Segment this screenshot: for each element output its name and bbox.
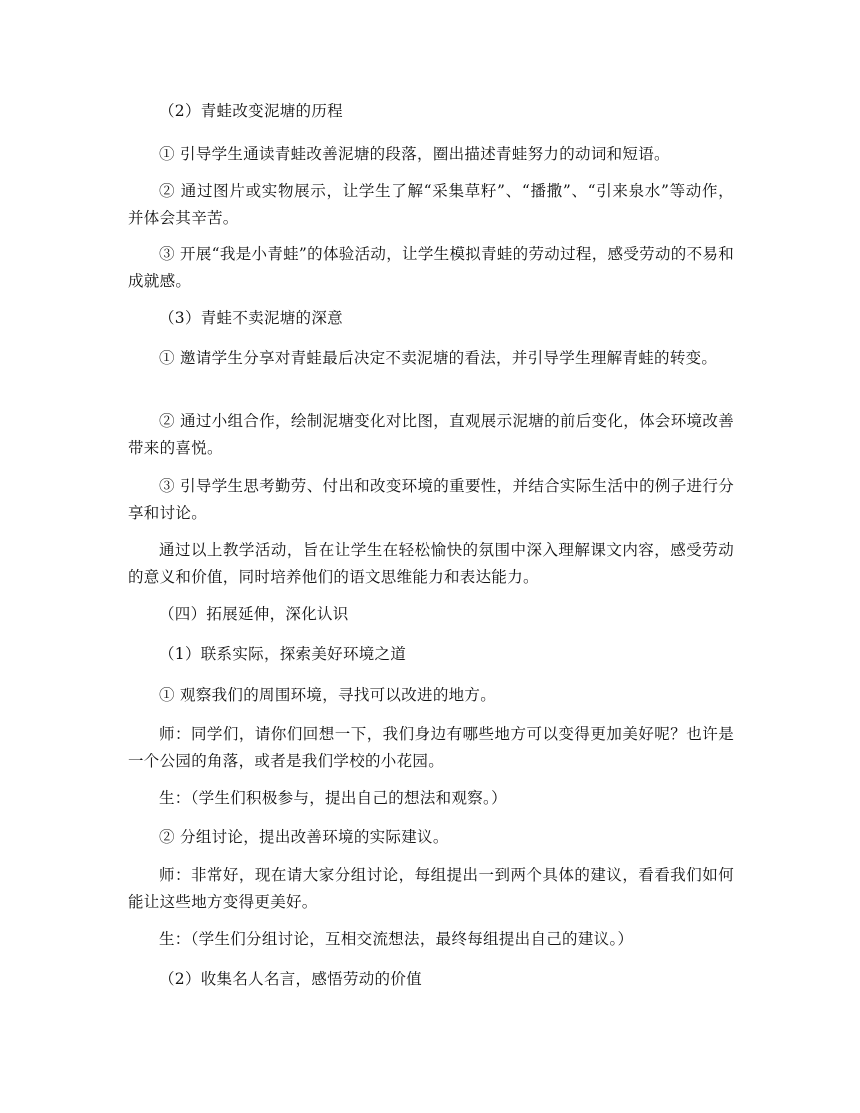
list-item: ③ 开展“我是小青蛙”的体验活动，让学生模拟青蛙的劳动过程，感受劳动的不易和成就感。 <box>128 245 734 290</box>
heading-frog-changing-pond: （2）青蛙改变泥塘的历程 <box>159 102 343 120</box>
subsection-heading: （2）收集名人名言，感悟劳动的价值 <box>159 970 422 988</box>
list-item: ① 观察我们的周围环境，寻找可以改进的地方。 <box>159 686 497 704</box>
list-item: ② 分组讨论，提出改善环境的实际建议。 <box>159 828 449 846</box>
summary-paragraph: 通过以上教学活动，旨在让学生在轻松愉快的氛围中深入理解课文内容，感受劳动的意义和价值，同时培养他们的语文思维能力和表达能力。 <box>128 541 734 586</box>
heading-deeper-meaning: （3）青蛙不卖泥塘的深意 <box>159 309 343 327</box>
teacher-dialogue: 师：非常好，现在请大家分组讨论，每组提出一到两个具体的建议，看看我们如何能让这些地方变得更美好。 <box>128 866 734 911</box>
list-item: ① 邀请学生分享对青蛙最后决定不卖泥塘的看法，并引导学生理解青蛙的转变。 <box>159 349 718 367</box>
list-item: ③ 引导学生思考勤劳、付出和改变环境的重要性，并结合实际生活中的例子进行分享和讨论。 <box>128 477 734 522</box>
student-dialogue: 生：（学生们分组讨论，互相交流想法，最终每组提出自己的建议。） <box>159 930 634 948</box>
teacher-dialogue: 师：同学们，请你们回想一下，我们身边有哪些地方可以变得更加美好呢？也许是一个公园的角落，或者是我们学校的小花园。 <box>128 725 734 770</box>
student-dialogue: 生：（学生们积极参与，提出自己的想法和观察。） <box>159 789 507 807</box>
list-item: ② 通过图片或实物展示，让学生了解“采集草籽”、“播撒”、“引来泉水”等动作，并体会其辛苦。 <box>128 182 734 227</box>
subsection-heading: （1）联系实际，探索美好环境之道 <box>159 645 407 663</box>
list-item: ② 通过小组合作，绘制泥塘变化对比图，直观展示泥塘的前后变化，体会环境改善带来的喜悦。 <box>128 412 734 457</box>
section-heading: （四）拓展延伸，深化认识 <box>159 605 349 623</box>
list-item: ① 引导学生通读青蛙改善泥塘的段落，圈出描述青蛙努力的动词和短语。 <box>159 145 670 163</box>
